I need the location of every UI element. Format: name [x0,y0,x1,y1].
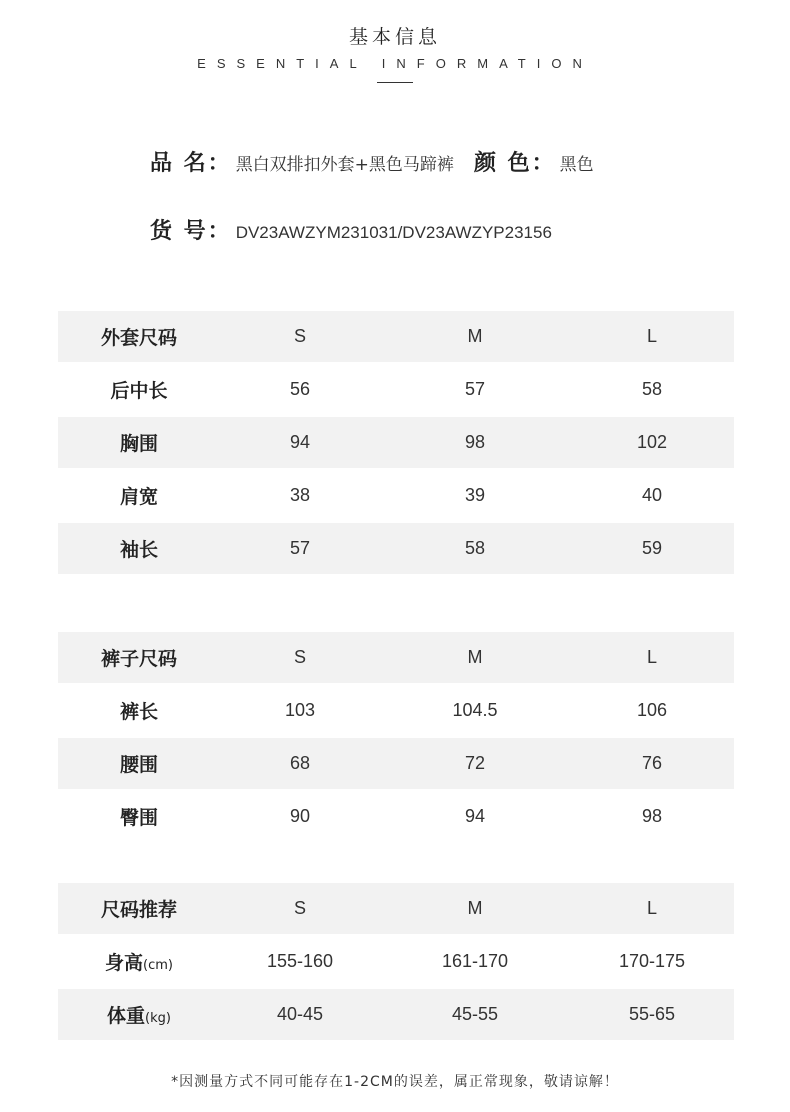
colon: ： [207,219,230,244]
table-row [58,789,734,844]
info-row-sku [150,214,552,245]
table-cell: 40-45 [220,989,380,1040]
info-row-name-color [150,146,594,177]
row-label: 后中长 [110,380,168,402]
color-value: 黑色 [559,155,594,175]
table-header-row [58,632,734,683]
pants-size-table [58,632,734,844]
table-cell: 40 [641,485,663,505]
table-cell: 45-55 [380,989,570,1040]
table-header-cell: S [220,632,380,683]
table-header-cell: 外套尺码 [58,311,220,362]
product-name-label: 品 名 [150,151,208,176]
table-cell: 72 [380,738,570,789]
table-row [58,934,734,989]
section-subtitle: ESSENTIAL INFORMATION [197,56,593,71]
table-row [58,468,734,523]
row-label: 臀围 [119,807,158,829]
table-row [58,523,734,574]
table-header-cell: M [380,632,570,683]
table-row [58,683,734,738]
table-header-cell: M [380,883,570,934]
table-cell: 98 [641,806,663,826]
colon: ： [531,151,554,176]
table-cell: 161-170 [441,951,509,971]
table-header-cell: S [220,311,380,362]
table-cell: 170-175 [618,951,686,971]
row-label-unit: (kg) [145,1011,171,1026]
size-recommend-table [58,883,734,1040]
table-row [58,989,734,1040]
title-divider [377,82,413,83]
table-cell: 39 [464,485,486,505]
table-header-row [58,883,734,934]
row-label: 腰围 [58,738,220,789]
table-cell: 58 [380,523,570,574]
table-cell: 68 [220,738,380,789]
row-label: 袖长 [58,523,220,574]
measurement-disclaimer: *因测量方式不同可能存在1-2CM的误差，属正常现象，敬请谅解！ [171,1074,619,1090]
table-cell: 57 [220,523,380,574]
table-cell: 57 [464,379,486,399]
sku-label: 货 号 [150,219,208,244]
table-row [58,417,734,468]
table-cell: 58 [641,379,663,399]
section-title: 基本信息 [348,26,441,48]
table-cell: 102 [570,417,734,468]
table-cell: 98 [380,417,570,468]
row-label: 裤长 [119,701,158,723]
jacket-size-table [58,311,734,574]
table-cell: 55-65 [570,989,734,1040]
row-label [58,934,220,989]
row-label-text: 体重 [107,1005,146,1027]
sku-value: DV23AWZYM231031/DV23AWZYP23156 [235,223,552,242]
table-cell: 56 [289,379,311,399]
table-header-cell: S [220,883,380,934]
table-cell: 155-160 [266,951,334,971]
product-name-value: 黑白双排扣外套+黑色马蹄裤 [235,155,454,175]
table-cell: 38 [289,485,311,505]
table-cell: 76 [570,738,734,789]
table-cell: 103 [284,700,316,720]
table-header-row [58,311,734,362]
table-header-cell: M [380,311,570,362]
table-row [58,362,734,417]
table-header-cell: L [570,311,734,362]
row-label-text: 身高 [105,952,144,974]
table-cell: 59 [570,523,734,574]
color-label: 颜 色 [473,151,532,176]
row-label: 肩宽 [119,486,158,508]
table-cell: 94 [220,417,380,468]
colon: ： [207,151,230,176]
table-row [58,738,734,789]
table-cell: 94 [464,806,486,826]
table-header-cell: L [570,632,734,683]
table-header-cell: L [570,883,734,934]
table-cell: 104.5 [452,700,498,720]
table-cell: 106 [636,700,668,720]
row-label [58,989,220,1040]
row-label-unit: (cm) [143,958,173,973]
row-label: 胸围 [58,417,220,468]
table-cell: 90 [289,806,311,826]
table-header-cell: 裤子尺码 [58,632,220,683]
table-header-cell: 尺码推荐 [58,883,220,934]
